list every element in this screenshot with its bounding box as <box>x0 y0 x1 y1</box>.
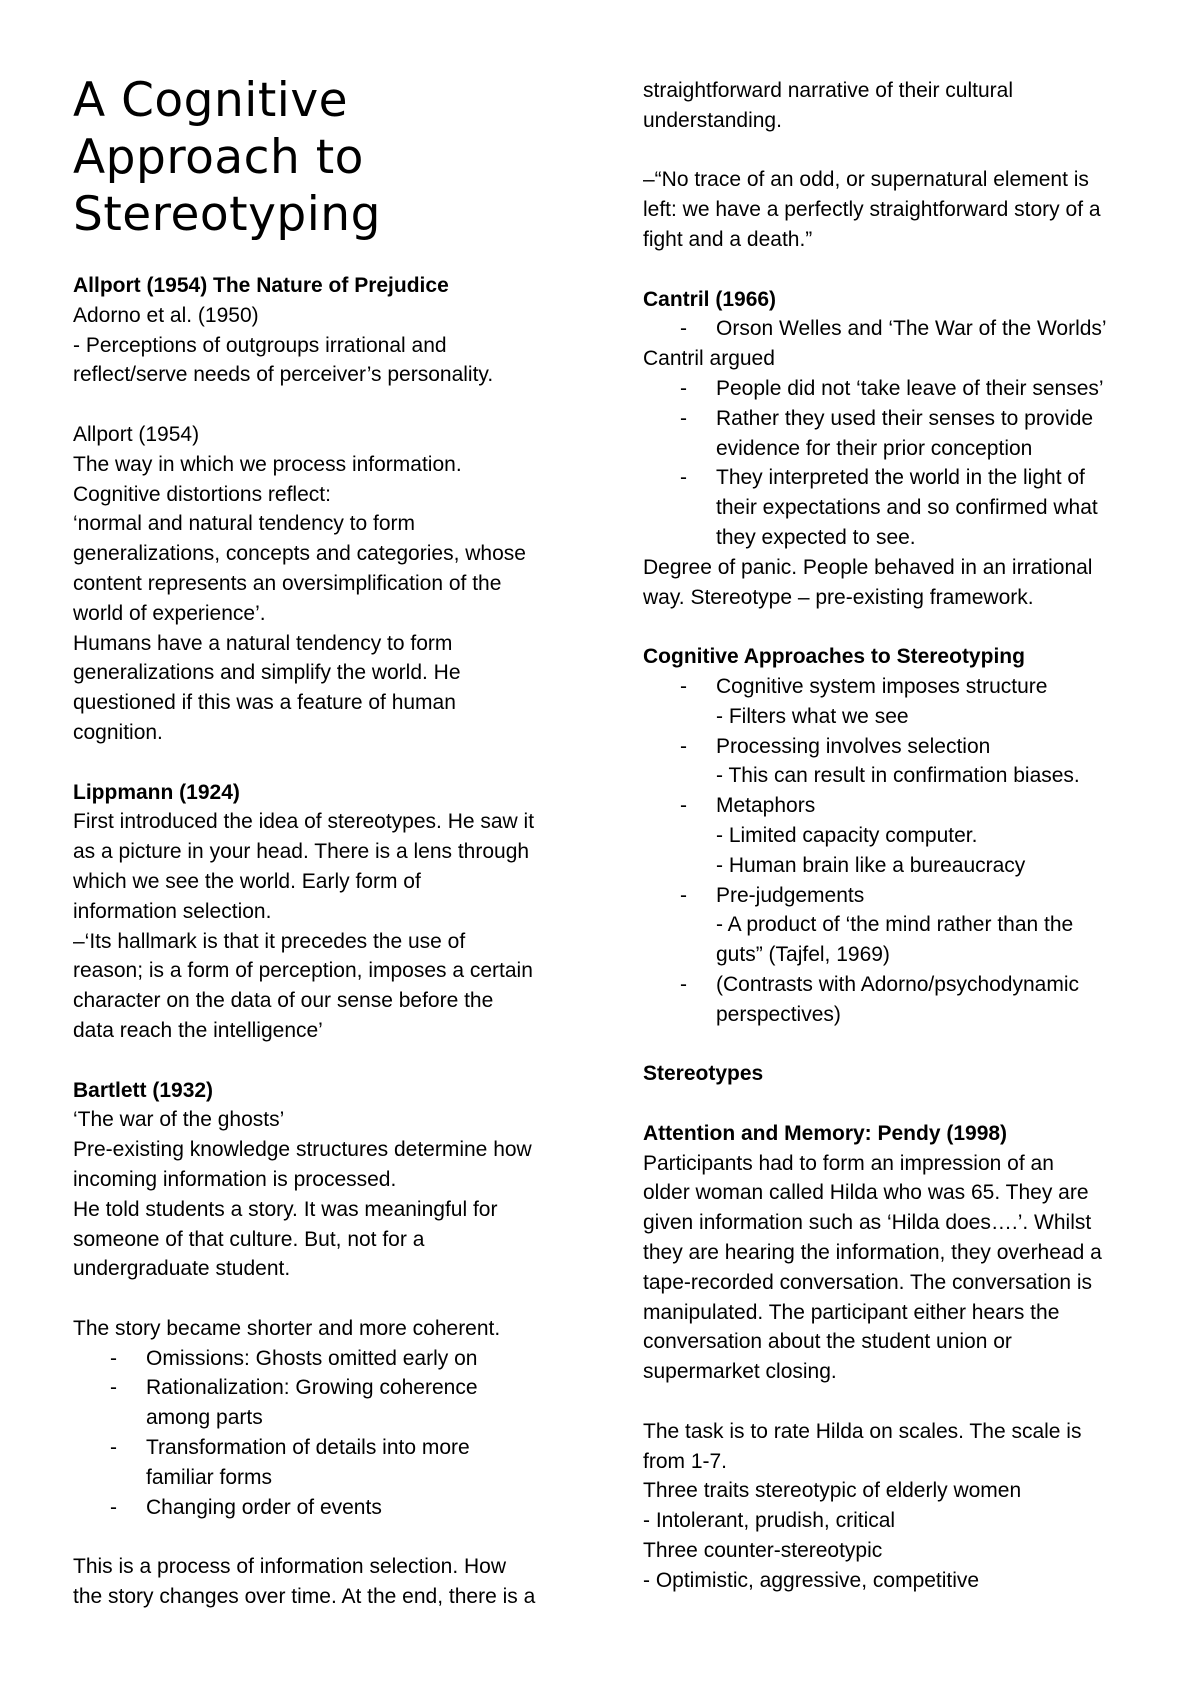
list-item: - People did not ‘take leave of their senses’ <box>680 376 1104 400</box>
text-line: character on the data of our sense before the <box>73 989 494 1013</box>
page-title <box>73 72 573 243</box>
list-item: - Rather they used their senses to provide <box>680 406 1094 430</box>
text-line: fight and a death.” <box>643 227 813 251</box>
section-quote <box>643 165 1143 254</box>
list-item-continuation: - Limited capacity computer. <box>716 823 978 847</box>
list-item-continuation: guts” (Tajfel, 1969) <box>716 943 890 967</box>
list-item: - Cognitive system imposes structure <box>680 674 1048 698</box>
text-line: undergraduate student. <box>73 1257 291 1281</box>
text-line: - Optimistic, aggressive, competitive <box>643 1568 980 1592</box>
section-story-changes <box>73 1314 573 1523</box>
list-item-continuation: their expectations and so confirmed what <box>716 496 1098 520</box>
list-item: - Omissions: Ghosts omitted early on <box>110 1346 478 1370</box>
section-heading: Cantril (1966) <box>643 287 777 311</box>
left-column <box>73 72 573 1612</box>
section-bartlett <box>73 1076 573 1285</box>
text-line: from 1-7. <box>643 1449 728 1473</box>
section-heading: Allport (1954) The Nature of Prejudice <box>73 274 449 297</box>
list-item-continuation: - This can result in confirmation biases. <box>716 764 1080 788</box>
text-line: ‘The war of the ghosts’ <box>73 1108 285 1132</box>
text-line: Participants had to form an impression of an <box>643 1151 1054 1175</box>
list-item-continuation: - A product of ‘the mind rather than the <box>716 913 1074 937</box>
text-line: the story changes over time. At the end, there is a <box>73 1585 536 1609</box>
section-allport-adorno <box>73 271 573 390</box>
section-rating-task <box>643 1417 1143 1596</box>
title-line: Stereotyping <box>73 187 381 242</box>
section-pendy <box>643 1119 1143 1387</box>
list-item-continuation: they expected to see. <box>716 525 916 549</box>
text-line: Allport (1954) <box>73 422 200 446</box>
text-line: –“No trace of an odd, or supernatural element is <box>643 168 1089 192</box>
list-item-continuation: - Filters what we see <box>716 704 909 728</box>
right-column <box>643 76 1143 1596</box>
text-line: He told students a story. It was meaningful for <box>73 1197 498 1221</box>
text-line: reason; is a form of perception, imposes a certain <box>73 959 533 983</box>
section-cantril <box>643 285 1143 613</box>
text-line: someone of that culture. But, not for a <box>73 1227 425 1251</box>
text-line: information selection. <box>73 899 272 923</box>
list-item: - Processing involves selection <box>680 734 991 758</box>
text-line: straightforward narrative of their cultural <box>643 79 1013 102</box>
text-line: Cantril argued <box>643 347 775 371</box>
text-line: - Perceptions of outgroups irrational and <box>73 333 447 357</box>
text-line: they are hearing the information, they overhead a <box>643 1241 1102 1265</box>
text-line: First introduced the idea of stereotypes. He saw it <box>73 810 535 834</box>
text-line: cognition. <box>73 720 163 744</box>
text-line: Humans have a natural tendency to form <box>73 631 453 655</box>
text-line: The story became shorter and more coherent. <box>73 1316 501 1340</box>
text-line: tape-recorded conversation. The conversation is <box>643 1270 1093 1294</box>
section-heading: Bartlett (1932) <box>73 1078 214 1102</box>
text-line: data reach the intelligence’ <box>73 1018 323 1042</box>
text-line: generalizations and simplify the world. He <box>73 661 461 685</box>
text-line: ‘normal and natural tendency to form <box>73 512 416 536</box>
list-item: - Metaphors <box>680 794 816 818</box>
section-cognitive-approaches <box>643 642 1143 1029</box>
text-line: This is a process of information selection. How <box>73 1555 507 1579</box>
text-line: Pre-existing knowledge structures determine how <box>73 1138 532 1162</box>
text-line: given information such as ‘Hilda does….’. Whilst <box>643 1211 1092 1235</box>
text-line: way. Stereotype – pre-existing framework. <box>643 585 1034 609</box>
text-line: The way in which we process information. <box>73 452 462 476</box>
text-line: –‘Its hallmark is that it precedes the use of <box>73 929 466 953</box>
text-line: left: we have a perfectly straightforward story of a <box>643 198 1101 222</box>
section-information-selection <box>73 1552 573 1612</box>
title-line: A Cognitive <box>73 73 349 128</box>
section-heading: Cognitive Approaches to Stereotyping <box>643 645 1025 669</box>
list-item: - They interpreted the world in the light of <box>680 466 1085 490</box>
section-lippmann <box>73 778 573 1046</box>
text-line: Three traits stereotypic of elderly women <box>643 1479 1022 1503</box>
text-line: understanding. <box>643 108 782 132</box>
list-item-continuation: - Human brain like a bureaucracy <box>716 853 1026 877</box>
text-line: manipulated. The participant either hears the <box>643 1300 1060 1324</box>
text-line: as a picture in your head. There is a lens through <box>73 840 530 864</box>
text-line: generalizations, concepts and categories, whose <box>73 542 526 566</box>
text-line: Cognitive distortions reflect: <box>73 482 331 506</box>
text-line: older woman called Hilda who was 65. They are <box>643 1181 1089 1205</box>
text-line: incoming information is processed. <box>73 1167 397 1191</box>
list-item-continuation: familiar forms <box>146 1465 273 1489</box>
text-line: Adorno et al. (1950) <box>73 303 259 327</box>
text-line: questioned if this was a feature of human <box>73 691 456 715</box>
section-heading: Lippmann (1924) <box>73 780 240 804</box>
text-line: which we see the world. Early form of <box>73 869 421 893</box>
list-item-continuation: perspectives) <box>716 1002 841 1026</box>
text-line: conversation about the student union or <box>643 1330 1012 1354</box>
text-line: content represents an oversimplification of the <box>73 571 502 595</box>
text-line: world of experience’. <box>73 601 266 625</box>
text-line: Degree of panic. People behaved in an irrational <box>643 555 1093 579</box>
text-line: Three counter-stereotypic <box>643 1539 883 1563</box>
title-line: Approach to <box>73 130 364 185</box>
list-item: - Rationalization: Growing coherence <box>110 1376 478 1400</box>
list-item: - Pre-judgements <box>680 883 865 907</box>
text-line: - Intolerant, prudish, critical <box>643 1509 896 1533</box>
text-line: supermarket closing. <box>643 1360 837 1384</box>
list-item: - Changing order of events <box>110 1495 382 1519</box>
section-heading: Attention and Memory: Pendy (1998) <box>643 1121 1008 1145</box>
text-line: reflect/serve needs of perceiver’s personality. <box>73 363 494 387</box>
list-item-continuation: evidence for their prior conception <box>716 436 1033 460</box>
list-item-continuation: among parts <box>146 1406 263 1430</box>
section-heading-stereotypes: Stereotypes <box>643 1062 764 1086</box>
section-allport-1954 <box>73 420 573 748</box>
list-item: - Orson Welles and ‘The War of the Worlds’ <box>680 317 1107 341</box>
list-item: - (Contrasts with Adorno/psychodynamic <box>680 972 1079 996</box>
text-line: The task is to rate Hilda on scales. The scale is <box>643 1419 1082 1443</box>
section-narrative-continued <box>643 76 1143 136</box>
list-item: - Transformation of details into more <box>110 1436 470 1460</box>
